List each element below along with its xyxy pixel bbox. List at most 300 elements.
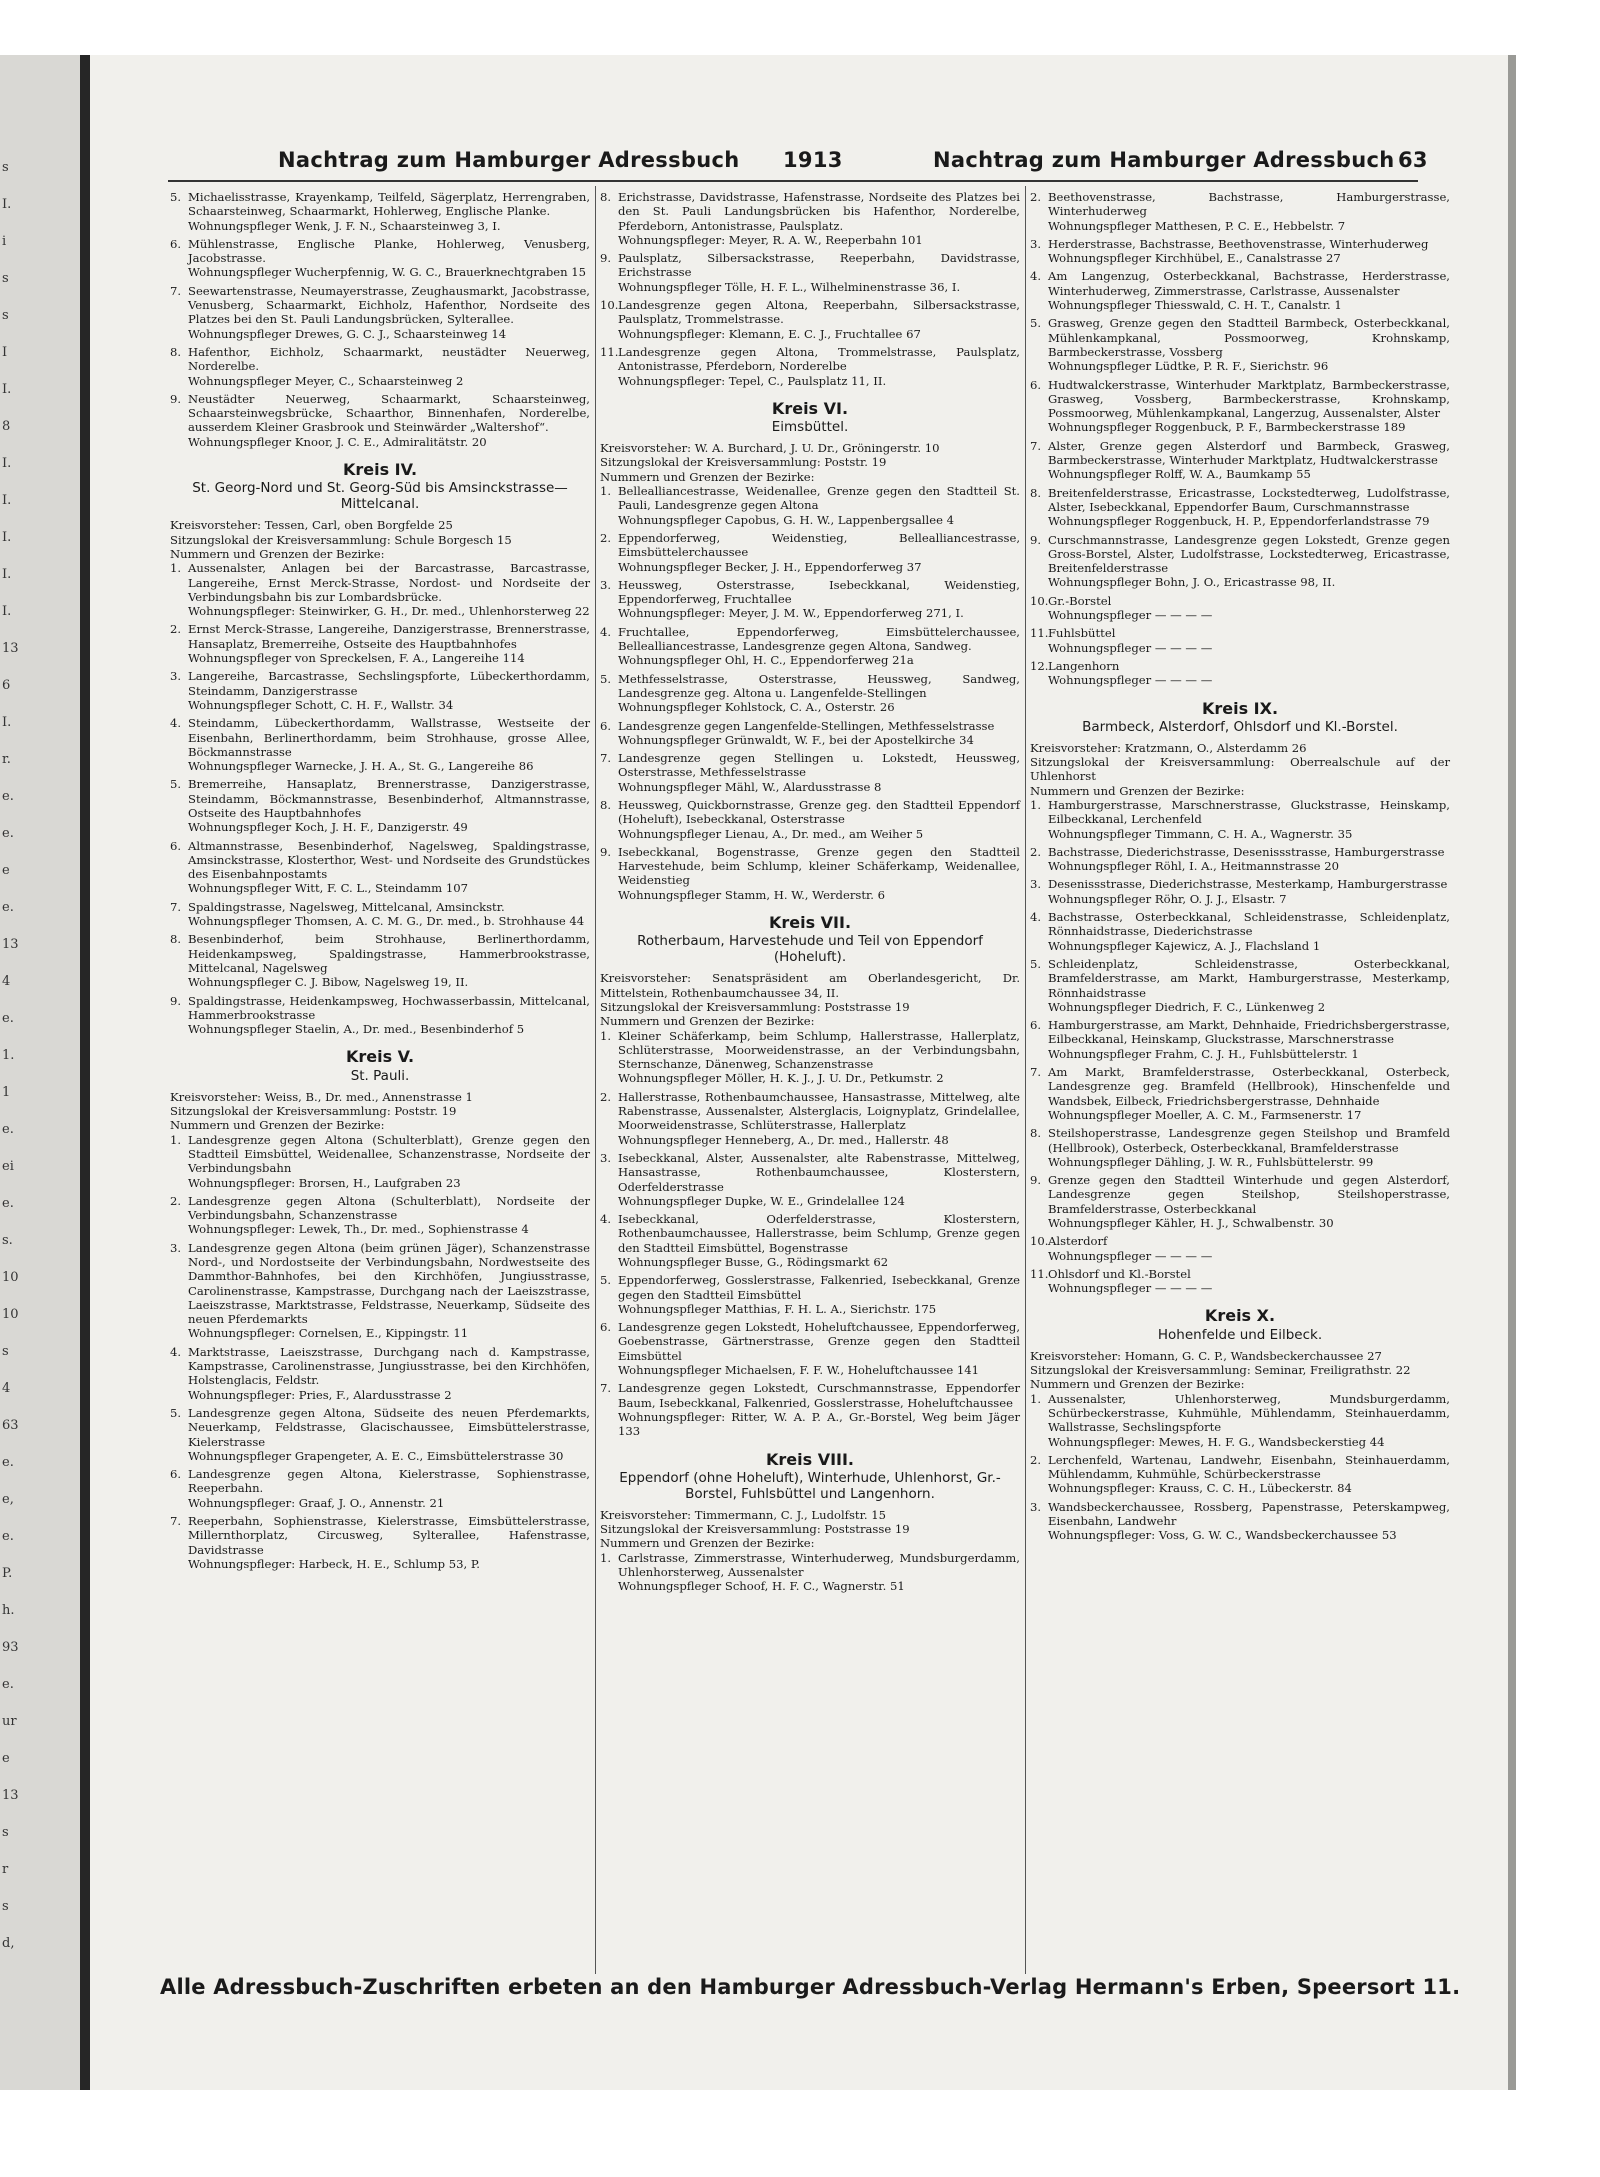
- district-entry: [1030, 378, 1450, 435]
- margin-fragment: s: [2, 1825, 9, 1840]
- housing-warden: Wohnungspfleger Becker, J. H., Eppendorferweg 37: [618, 559, 922, 574]
- district-entry: [600, 345, 1020, 388]
- district-streets: Landesgrenze gegen Altona, Trommelstrasse, Paulsplatz, Antonistrasse, Pferdeborn, Norderelbe: [618, 344, 1020, 374]
- margin-fragment: e.: [2, 1122, 14, 1137]
- district-streets: Isebeckkanal, Oderfelderstrasse, Klosterstern, Rothenbaumchaussee, Hallerstrasse, beim Schlump, Grenze gegen den Stadtteil Eimsbüttel, Bogenstrasse: [618, 1212, 1020, 1255]
- kreis-ix: [1030, 698, 1450, 1296]
- district-entry: [1030, 269, 1450, 312]
- district-number: 2.: [170, 622, 182, 637]
- district-entry: [1030, 798, 1450, 841]
- district-streets: Herderstrasse, Bachstrasse, Beethovenstrasse, Winterhuderweg: [1048, 236, 1429, 251]
- margin-fragment: I.: [2, 456, 12, 471]
- district-streets: Grenze gegen den Stadtteil Winterhude und gegen Alsterdorf, Landesgrenze gegen Steilshop, Steilshoperstrasse, Bramfelderstrasse, Osterbeckkanal: [1048, 1173, 1450, 1216]
- district-number: 11.: [1030, 626, 1049, 641]
- district-streets: Landesgrenze gegen Stellingen u. Lokstedt, Heussweg, Osterstrasse, Methfesselstrasse: [618, 751, 1020, 780]
- district-entry: [1030, 316, 1450, 373]
- margin-fragment: e.: [2, 1529, 14, 1544]
- margin-fragment: r.: [2, 752, 11, 767]
- margin-fragment: 13: [2, 641, 19, 656]
- district-number: 5.: [1030, 956, 1042, 971]
- margin-fragment: 4: [2, 974, 11, 989]
- housing-warden: Wohnungspfleger Henneberg, A., Dr. med., Hallerstr. 48: [618, 1132, 949, 1147]
- housing-warden: Wohnungspfleger Kähler, H. J., Schwalbenstr. 30: [1048, 1216, 1334, 1230]
- margin-fragment: I.: [2, 382, 12, 397]
- district-entry: [1030, 659, 1450, 688]
- kreis-area-name: St. Georg-Nord und St. Georg-Süd bis Amsinckstrasse—Mittelcanal.: [192, 480, 568, 513]
- district-streets: Gr.-Borstel: [1048, 593, 1112, 608]
- district-entry: [170, 1467, 590, 1510]
- housing-warden: Wohnungspfleger Wenk, J. F. N., Schaarsteinweg 3, I.: [188, 218, 501, 233]
- district-streets: Mühlenstrasse, Englische Planke, Hohlerweg, Venusberg, Jacobstrasse.: [188, 236, 590, 266]
- district-streets: Bachstrasse, Osterbeckkanal, Schleidenstrasse, Schleidenplatz, Rönnhaidstrasse, Diederichstrasse: [1048, 910, 1450, 939]
- district-streets: Hafenthor, Eichholz, Schaarmarkt, neustädter Neuerweg, Norderelbe.: [188, 344, 590, 374]
- kreis-districts-label: Nummern und Grenzen der Bezirke:: [170, 546, 385, 561]
- district-number: 5.: [600, 1273, 612, 1288]
- district-streets: Aussenalster, Anlagen bei der Barcastrasse, Barcastrasse, Langereihe, Ernst Merck-Strasse, Nordost- und Nordseite der Verbindungsbahn bis zur Lombardsbrücke.: [188, 561, 590, 604]
- district-number: 1.: [600, 1550, 612, 1565]
- district-streets: Eppendorferweg, Gosslerstrasse, Falkenried, Isebeckkanal, Grenze gegen den Stadtteil Eimsbüttel: [618, 1273, 1020, 1302]
- district-number: 6.: [1030, 377, 1042, 392]
- kreis-districts-label: Nummern und Grenzen der Bezirke:: [600, 469, 815, 484]
- margin-fragment: e.: [2, 1455, 14, 1470]
- district-streets: Langenhorn: [1048, 658, 1120, 673]
- col1-leading-list: [170, 190, 590, 449]
- district-entry: [170, 392, 590, 449]
- kreis-meeting-place: Sitzungslokal der Kreisversammlung: Seminar, Freiligrathstr. 22: [1030, 1363, 1411, 1378]
- housing-warden: Wohnungspfleger: Graaf, J. O., Annenstr. 21: [188, 1495, 445, 1510]
- housing-warden: Wohnungspfleger — — — —: [1048, 640, 1213, 655]
- district-number: 8.: [600, 190, 612, 204]
- district-entry: [1030, 877, 1450, 906]
- housing-warden: Wohnungspfleger Michaelsen, F. F. W., Hoheluftchaussee 141: [618, 1363, 980, 1378]
- district-streets: Spaldingstrasse, Nagelsweg, Mittelcanal, Amsinckstr.: [188, 899, 505, 914]
- housing-warden: Wohnungspfleger Drewes, G. C. J., Schaarsteinweg 14: [188, 326, 507, 341]
- kreis-chairman: Kreisvorsteher: Kratzmann, O., Alsterdamm 26: [1030, 740, 1307, 755]
- column-rule-1: [595, 186, 596, 1974]
- district-entry: [600, 531, 1020, 574]
- kreis-heading: Kreis VI.: [771, 398, 849, 418]
- district-number: 6.: [1030, 1018, 1042, 1033]
- district-entry: [170, 716, 590, 773]
- district-number: 6.: [600, 718, 612, 733]
- district-number: 9.: [170, 993, 182, 1008]
- kreis-area-name: Hohenfelde und Eilbeck.: [1157, 1326, 1323, 1343]
- kreis-chairman: Kreisvorsteher: Weiss, B., Dr. med., Annenstrasse 1: [170, 1089, 473, 1104]
- district-number: 2.: [1030, 190, 1042, 204]
- kreis-x: [1030, 1306, 1450, 1543]
- district-streets: Kleiner Schäferkamp, beim Schlump, Hallerstrasse, Hallerplatz, Schlüterstrasse, Moorweidenstrasse, an der Verbindungsbahn, Sternschanze, Dänenweg, Schanzenstrasse: [618, 1028, 1020, 1072]
- housing-warden: Wohnungspfleger: Pries, F., Alardusstrasse 2: [188, 1387, 452, 1402]
- district-streets: Desenissstrasse, Diederichstrasse, Mesterkamp, Hamburgerstrasse: [1048, 877, 1448, 892]
- district-number: 8.: [1030, 485, 1042, 500]
- housing-warden: Wohnungspfleger: Harbeck, H. E., Schlump 53, P.: [188, 1556, 480, 1571]
- district-streets: Langereihe, Barcastrasse, Sechslingspforte, Lübeckerthordamm, Steindamm, Danzigerstrasse: [188, 669, 590, 698]
- district-entry: [170, 839, 590, 896]
- district-number: 6.: [170, 236, 182, 251]
- col3-leading-list: [1030, 190, 1450, 688]
- district-streets: Landesgrenze gegen Altona, Südseite des neuen Pferdemarkts, Neuerkamp, Feldstrasse, Glacischaussee, Eimsbüttelerstrasse, Kielerstrasse: [188, 1405, 590, 1449]
- kreis-districts-label: Nummern und Grenzen der Bezirke:: [1030, 783, 1245, 798]
- district-streets: Marktstrasse, Laeiszstrasse, Durchgang nach d. Kampstrasse, Kampstrasse, Carolinenstrasse, Jungiusstrasse, bei den Kirchhöfen, Holstenglacis, Feldstr.: [188, 1344, 590, 1388]
- district-number: 1.: [170, 1132, 182, 1147]
- margin-fragment: e: [2, 1751, 10, 1766]
- district-number: 3.: [170, 669, 182, 684]
- housing-warden: Wohnungspfleger Grapengeter, A. E. C., Eimsbüttelerstrasse 30: [188, 1448, 564, 1463]
- district-entry: [600, 298, 1020, 341]
- district-streets: Isebeckkanal, Alster, Aussenalster, alte Rabenstrasse, Mittelweg, Hansastrasse, Rothenbaumchaussee, Klosterstern, Oderfelderstrasse: [618, 1150, 1020, 1194]
- district-streets: Landesgrenze gegen Altona, Kielerstrasse, Sophienstrasse, Reeperbahn.: [188, 1467, 590, 1496]
- district-streets: Fruchtallee, Eppendorferweg, Eimsbüttelerchaussee, Bellealliancestrasse, Landesgrenze gegen Altona, Sandweg.: [618, 624, 1020, 654]
- district-number: 2.: [600, 1089, 612, 1104]
- district-number: 4.: [1030, 269, 1042, 284]
- page-header: [278, 148, 1428, 178]
- housing-warden: Wohnungspfleger: Meyer, R. A. W., Reeperbahn 101: [618, 232, 923, 247]
- district-streets: Alsterdorf: [1048, 1234, 1108, 1249]
- district-number: 8.: [1030, 1126, 1042, 1141]
- margin-fragment: h.: [2, 1603, 15, 1618]
- district-streets: Heussweg, Quickbornstrasse, Grenze geg. den Stadtteil Eppendorf (Hoheluft), Isebeckkanal, Osterstrasse: [618, 797, 1020, 827]
- margin-fragment: 8: [2, 419, 11, 434]
- district-number: 5.: [600, 671, 612, 686]
- district-streets: Altmannstrasse, Besenbinderhof, Nagelsweg, Spaldingstrasse, Amsinckstrasse, Klosterthor, West- und Nordseite des Grundstückes des Eisenbahnpostamts: [188, 838, 590, 882]
- district-streets: Isebeckkanal, Bogenstrasse, Grenze gegen den Stadtteil Harvestehude, beim Schlump, kleiner Schäferkamp, Weidenallee, Weidenstieg: [618, 844, 1020, 888]
- housing-warden: Wohnungspfleger Timmann, C. H. A., Wagnerstr. 35: [1048, 826, 1353, 841]
- housing-warden: Wohnungspfleger — — — —: [1048, 673, 1213, 688]
- book-gutter: [80, 55, 90, 2090]
- district-streets: Hudtwalckerstrasse, Winterhuder Marktplatz, Barmbeckerstrasse, Grasweg, Vossberg, Barmbeckerstrasse, Krohnskamp, Possmoorweg, Mühlenkampkanal, Langerzug, Aussenalster, Alster: [1048, 377, 1450, 421]
- kreis-chairman: Kreisvorsteher: W. A. Burchard, J. U. Dr., Gröningerstr. 10: [600, 441, 940, 456]
- district-entry: [600, 1151, 1020, 1208]
- district-streets: Curschmannstrasse, Landesgrenze gegen Lokstedt, Grenze gegen Gross-Borstel, Alster, Ludolfstrasse, Lockstedterweg, Ericastrasse, Breitenfelderstrasse: [1048, 532, 1450, 576]
- margin-fragment: 10: [2, 1270, 19, 1285]
- district-streets: Landesgrenze gegen Altona (beim grünen Jäger), Schanzenstrasse Nord-, und Nordostseite der Verbindungsbahn, Nordwestseite des Dammthor-Bahnhofes, bei den Kirchhöfen, Jungiusstrasse, Carolinenstrasse, Kampstrasse, Durchgang nach der Laeiszstrasse, Laeiszstrasse, Marktstrasse, Feldstrasse, Neuerkamp, Südseite des neuen Pferdemarkts: [188, 1240, 590, 1327]
- page-number: 63: [1398, 148, 1428, 172]
- kreis-districts-label: Nummern und Grenzen der Bezirke:: [600, 1014, 815, 1029]
- page-footer-notice: Alle Adressbuch-Zuschriften erbeten an den Hamburger Adressbuch-Verlag Hermann's Erben, Speersort 11.: [160, 1975, 1461, 1999]
- margin-fragment: r: [2, 1862, 9, 1877]
- kreis-area-name: St. Pauli.: [350, 1067, 410, 1084]
- col2-leading-list: [600, 190, 1020, 388]
- kreis-chairman: Kreisvorsteher: Homann, G. C. P., Wandsbeckerchaussee 27: [1030, 1348, 1382, 1363]
- district-streets: Seewartenstrasse, Neumayerstrasse, Zeughausmarkt, Jacobstrasse, Venusberg, Schaarmarkt, Eichholz, Hafenthor, Nordseite des Platzes bei den St. Pauli Landungsbrücken, Sylterallee.: [188, 283, 590, 327]
- header-year: 1913: [783, 148, 843, 172]
- district-entry: [1030, 1173, 1450, 1230]
- housing-warden: Wohnungspfleger — — — —: [1048, 608, 1213, 623]
- district-streets: Erichstrasse, Davidstrasse, Hafenstrasse, Nordseite des Platzes bei den St. Pauli Landungsbrücken bis Hafenthor, Norderelbe, Pferdeborn, Antonistrasse, Paulsplatz.: [618, 190, 1020, 233]
- margin-fragment: I.: [2, 493, 12, 508]
- margin-fragment: I.: [2, 197, 12, 212]
- kreis-districts-label: Nummern und Grenzen der Bezirke:: [600, 1536, 815, 1551]
- margin-fragment: I.: [2, 715, 12, 730]
- district-number: 5.: [170, 190, 182, 204]
- margin-fragment: I.: [2, 604, 12, 619]
- district-entry: [1030, 190, 1450, 233]
- district-number: 3.: [600, 1150, 612, 1165]
- district-number: 6.: [170, 838, 182, 853]
- district-streets: Heussweg, Osterstrasse, Isebeckkanal, Weidenstieg, Eppendorferweg, Fruchtallee: [618, 577, 1020, 607]
- district-entry: [1030, 439, 1450, 482]
- margin-fragment: P.: [2, 1566, 13, 1581]
- district-entry: [600, 578, 1020, 621]
- district-entry: [600, 190, 1020, 247]
- margin-fragment: d,: [2, 1936, 15, 1951]
- district-number: 11.: [600, 344, 619, 359]
- district-streets: Steilshoperstrasse, Landesgrenze gegen Steilshop und Bramfeld (Hellbrook), Osterbeck, Osterbeckkanal, Bramfelderstrasse: [1048, 1126, 1450, 1155]
- housing-warden: Wohnungspfleger — — — —: [1048, 1281, 1213, 1296]
- district-streets: Bellealliancestrasse, Weidenallee, Grenze gegen den Stadtteil St. Pauli, Landesgrenze gegen Altona: [618, 484, 1020, 513]
- housing-warden: Wohnungspfleger Stamm, H. W., Werderstr. 6: [618, 887, 885, 902]
- margin-fragment: I.: [2, 567, 12, 582]
- header-right-title: Nachtrag zum Hamburger Adressbuch: [933, 148, 1395, 172]
- margin-fragment: I: [2, 345, 8, 360]
- margin-fragment: s: [2, 1899, 9, 1914]
- district-streets: Reeperbahn, Sophienstrasse, Kielerstrasse, Eimsbüttelerstrasse, Millernthorplatz, Circusweg, Sylterallee, Hafenstrasse, Davidstrasse: [188, 1514, 590, 1557]
- kreis-districts-label: Nummern und Grenzen der Bezirke:: [170, 1118, 385, 1133]
- housing-warden: Wohnungspfleger: Ritter, W. A. P. A., Gr.-Borstel, Weg beim Jäger 133: [618, 1409, 1020, 1439]
- housing-warden: Wohnungspfleger Tölle, H. F. L., Wilhelminenstrasse 36, I.: [618, 279, 961, 294]
- district-entry: [170, 622, 590, 665]
- district-entry: [600, 1273, 1020, 1316]
- column-1: [170, 190, 590, 1575]
- housing-warden: Wohnungspfleger: Krauss, C. C. H., Lübeckerstr. 84: [1048, 1481, 1352, 1496]
- district-streets: Lerchenfeld, Wartenau, Landwehr, Eisenbahn, Steinhauerdamm, Mühlendamm, Kuhmühle, Schürbeckerstrasse: [1048, 1452, 1450, 1482]
- kreis-v: [170, 1047, 590, 1571]
- district-number: 7.: [170, 283, 182, 298]
- housing-warden: Wohnungspfleger Lienau, A., Dr. med., am Weiher 5: [618, 826, 924, 841]
- district-number: 9.: [1030, 532, 1042, 547]
- housing-warden: Wohnungspfleger Capobus, G. H. W., Lappenbergsallee 4: [618, 512, 955, 527]
- margin-fragment: I.: [2, 530, 12, 545]
- district-streets: Hamburgerstrasse, Marschnerstrasse, Gluckstrasse, Heinskamp, Eilbeckkanal, Lerchenfeld: [1048, 797, 1450, 827]
- housing-warden: Wohnungspfleger Rolff, W. A., Baumkamp 55: [1048, 467, 1311, 482]
- district-entry: [600, 1381, 1020, 1438]
- district-entry: [600, 1320, 1020, 1377]
- district-entry: [1030, 486, 1450, 529]
- district-streets: Bremerreihe, Hansaplatz, Brennerstrasse, Danzigerstrasse, Steindamm, Böckmannstrasse, Besenbinderhof, Altmannstrasse, Ostseite des Hauptbahnhofes: [188, 777, 590, 820]
- kreis-meeting-place: Sitzungslokal der Kreisversammlung: Poststr. 19: [170, 1104, 457, 1119]
- district-number: 5.: [170, 777, 182, 792]
- district-entry: [600, 1029, 1020, 1086]
- district-number: 5.: [1030, 316, 1042, 331]
- district-entry: [170, 1406, 590, 1463]
- margin-fragment: i: [2, 234, 7, 249]
- district-number: 1.: [170, 561, 182, 576]
- housing-warden: Wohnungspfleger Roggenbuck, H. P., Eppendorferlandstrasse 79: [1048, 514, 1430, 529]
- margin-fragment: e.: [2, 826, 14, 841]
- district-streets: Methfesselstrasse, Osterstrasse, Heussweg, Sandweg, Landesgrenze geg. Altona u. Langenfelde-Stellingen: [618, 671, 1020, 700]
- district-streets: Besenbinderhof, beim Strohhause, Berlinerthordamm, Heidenkampsweg, Spaldingstrasse, Hammerbrookstrasse, Mittelcanal, Nagelsweg: [188, 932, 590, 975]
- district-entry: [600, 719, 1020, 748]
- district-entry: [1030, 1126, 1450, 1169]
- housing-warden: Wohnungspfleger: Lewek, Th., Dr. med., Sophienstrasse 4: [188, 1222, 529, 1237]
- housing-warden: Wohnungspfleger: Mewes, H. F. G., Wandsbeckerstieg 44: [1048, 1434, 1385, 1449]
- kreis-heading: Kreis V.: [345, 1047, 415, 1067]
- district-number: 7.: [1030, 438, 1042, 453]
- district-entry: [170, 669, 590, 712]
- housing-warden: Wohnungspfleger C. J. Bibow, Nagelsweg 19, II.: [188, 975, 469, 990]
- margin-fragment: e.: [2, 1196, 14, 1211]
- kreis-meeting-place: Sitzungslokal der Kreisversammlung: Poststr. 19: [600, 455, 887, 470]
- district-streets: Beethovenstrasse, Bachstrasse, Hamburgerstrasse, Winterhuderweg: [1048, 190, 1450, 219]
- district-number: 4.: [600, 1212, 612, 1227]
- housing-warden: Wohnungspfleger Knoor, J. C. E., Admiralitätstr. 20: [188, 434, 487, 449]
- district-streets: Bachstrasse, Diederichstrasse, Desenissstrasse, Hamburgerstrasse: [1048, 844, 1445, 859]
- district-entry: [170, 345, 590, 388]
- kreis-iv: [170, 460, 590, 1037]
- kreis-heading: Kreis IX.: [1201, 698, 1279, 718]
- district-entry: [600, 845, 1020, 902]
- housing-warden: Wohnungspfleger Mähl, W., Alardusstrasse 8: [618, 779, 882, 794]
- kreis-districts-label: Nummern und Grenzen der Bezirke:: [1030, 1377, 1245, 1392]
- housing-warden: Wohnungspfleger Röhr, O. J. J., Elsastr. 7: [1048, 891, 1287, 906]
- district-entry: [1030, 910, 1450, 953]
- margin-fragment: e.: [2, 900, 14, 915]
- kreis-heading: Kreis IV.: [342, 460, 418, 480]
- district-number: 2.: [1030, 844, 1042, 859]
- kreis-heading: Kreis VIII.: [765, 1449, 855, 1469]
- district-number: 9.: [1030, 1173, 1042, 1188]
- housing-warden: Wohnungspfleger Kohlstock, C. A., Osterstr. 26: [618, 700, 895, 715]
- margin-fragment: 1.: [2, 1048, 15, 1063]
- kreis-area-name: Eppendorf (ohne Hoheluft), Winterhude, Uhlenhorst, Gr.-Borstel, Fuhlsbüttel und Langenhorn.: [619, 1469, 1001, 1502]
- housing-warden: Wohnungspfleger Meyer, C., Schaarsteinweg 2: [188, 373, 464, 388]
- housing-warden: Wohnungspfleger Grünwaldt, W. F., bei der Apostelkirche 34: [618, 732, 974, 747]
- district-streets: Landesgrenze gegen Altona, Reeperbahn, Silbersackstrasse, Paulsplatz, Trommelstrasse.: [618, 298, 1020, 327]
- district-number: 9.: [170, 391, 182, 406]
- district-number: 7.: [170, 1514, 182, 1529]
- kreis-area-name: Barmbeck, Alsterdorf, Ohlsdorf und Kl.-Borstel.: [1082, 718, 1398, 735]
- margin-fragment: 4: [2, 1381, 11, 1396]
- district-entry: [1030, 957, 1450, 1014]
- district-number: 6.: [170, 1467, 182, 1482]
- district-number: 1.: [600, 1028, 612, 1043]
- district-streets: Landesgrenze gegen Lokstedt, Hoheluftchaussee, Eppendorferweg, Goebenstrasse, Gärtnerstrasse, Grenze gegen den Stadtteil Eimsbüttel: [618, 1320, 1020, 1363]
- district-streets: Breitenfelderstrasse, Ericastrasse, Lockstedterweg, Ludolfstrasse, Alster, Isebeckkanal, Eppendorfer Baum, Curschmannstrasse: [1048, 485, 1450, 514]
- housing-warden: Wohnungspfleger Frahm, C. J. H., Fuhlsbüttelerstr. 1: [1048, 1046, 1359, 1061]
- margin-fragment: s.: [2, 1233, 13, 1248]
- district-number: 8.: [170, 932, 182, 947]
- district-streets: Ohlsdorf und Kl.-Borstel: [1048, 1266, 1191, 1281]
- housing-warden: Wohnungspfleger Kirchhübel, E., Canalstrasse 27: [1048, 251, 1341, 266]
- district-entry: [1030, 1018, 1450, 1061]
- district-number: 1.: [1030, 797, 1042, 812]
- kreis-meeting-place: Sitzungslokal der Kreisversammlung: Oberrealschule auf der Uhlenhorst: [1030, 755, 1450, 784]
- district-streets: Schleidenplatz, Schleidenstrasse, Osterbeckkanal, Bramfelderstrasse, am Markt, Hamburgerstrasse, Mesterkamp, Rönnhaidstrasse: [1048, 956, 1450, 1000]
- district-streets: Am Markt, Bramfelderstrasse, Osterbeckkanal, Osterbeck, Landesgrenze geg. Bramfeld (Hellbrook), Hinschenfelde und Wandsbek, Eilbeck, Friedrichsbergerstrasse, Dehnhaide: [1048, 1065, 1450, 1108]
- margin-fragment: s: [2, 1344, 9, 1359]
- district-number: 4.: [170, 1344, 182, 1359]
- district-number: 12.: [1030, 658, 1049, 673]
- district-entry: [170, 932, 590, 989]
- district-streets: Michaelisstrasse, Krayenkamp, Teilfeld, Sägerplatz, Herrengraben, Schaarsteinweg, Schaarmarkt, Hohlerweg, Englische Planke.: [188, 190, 590, 219]
- housing-warden: Wohnungspfleger: Steinwirker, G. H., Dr. med., Uhlenhorsterweg 22: [188, 604, 590, 619]
- housing-warden: Wohnungspfleger Bohn, J. O., Ericastrasse 98, II.: [1048, 575, 1336, 590]
- district-entry: [170, 1514, 590, 1571]
- district-streets: Landesgrenze gegen Altona (Schulterblatt), Nordseite der Verbindungsbahn, Schanzenstrasse: [188, 1193, 590, 1223]
- column-rule-2: [1025, 186, 1026, 1974]
- district-number: 4.: [170, 716, 182, 731]
- margin-fragment: ur: [2, 1714, 17, 1729]
- district-streets: Landesgrenze gegen Langenfelde-Stellingen, Methfesselstrasse: [618, 718, 995, 733]
- district-streets: Wandsbeckerchaussee, Rossberg, Papenstrasse, Peterskampweg, Eisenbahn, Landwehr: [1048, 1499, 1450, 1529]
- district-number: 3.: [1030, 1499, 1042, 1514]
- district-streets: Steindamm, Lübeckerthordamm, Wallstrasse, Westseite der Eisenbahn, Berlinerthordamm, beim Strohhause, grosse Allee, Böckmannstrasse: [188, 716, 590, 759]
- district-number: 2.: [600, 530, 612, 545]
- housing-warden: Wohnungspfleger Röhl, I. A., Heitmannstrasse 20: [1048, 859, 1339, 874]
- district-number: 7.: [170, 899, 182, 914]
- previous-page-edge: [0, 55, 80, 2090]
- district-entry: [600, 251, 1020, 294]
- district-entry: [170, 190, 590, 233]
- housing-warden: Wohnungspfleger Schoof, H. F. C., Wagnerstr. 51: [618, 1579, 905, 1594]
- margin-fragment: 63: [2, 1418, 19, 1433]
- district-entry: [170, 561, 590, 618]
- kreis-heading: Kreis X.: [1204, 1306, 1276, 1326]
- district-entry: [600, 484, 1020, 527]
- district-entry: [170, 1133, 590, 1190]
- housing-warden: Wohnungspfleger Witt, F. C. L., Steindamm 107: [188, 881, 468, 896]
- district-number: 3.: [1030, 877, 1042, 892]
- district-entry: [170, 284, 590, 341]
- kreis-chairman: Kreisvorsteher: Timmermann, C. J., Ludolfstr. 15: [600, 1507, 886, 1522]
- margin-fragment: e,: [2, 1492, 14, 1507]
- district-streets: Spaldingstrasse, Heidenkampsweg, Hochwasserbassin, Mittelcanal, Hammerbrookstrasse: [188, 993, 590, 1022]
- margin-fragment: ei: [2, 1159, 14, 1174]
- district-streets: Am Langenzug, Osterbeckkanal, Bachstrasse, Herderstrasse, Winterhuderweg, Zimmerstrasse, Carlstrasse, Aussenalster: [1048, 269, 1450, 298]
- page-edge-right: [1508, 55, 1516, 2090]
- district-number: 11.: [1030, 1266, 1049, 1281]
- district-streets: Alster, Grenze gegen Alsterdorf und Barmbeck, Grasweg, Barmbeckerstrasse, Winterhuder Marktplatz, Hudtwalckerstrasse: [1048, 438, 1450, 468]
- district-number: 1.: [1030, 1391, 1042, 1406]
- district-number: 3.: [170, 1240, 182, 1255]
- margin-fragment: 13: [2, 937, 19, 952]
- kreis-area-name: Rotherbaum, Harvestehude und Teil von Eppendorf (Hoheluft).: [637, 933, 983, 966]
- district-number: 8.: [600, 797, 612, 812]
- housing-warden: Wohnungspfleger Dupke, W. E., Grindelallee 124: [618, 1193, 905, 1208]
- housing-warden: Wohnungspfleger Thiesswald, C. H. T., Canalstr. 1: [1048, 298, 1342, 313]
- district-entry: [1030, 1453, 1450, 1496]
- district-entry: [600, 672, 1020, 715]
- district-streets: Landesgrenze gegen Altona (Schulterblatt), Grenze gegen den Stadtteil Eimsbüttel, Weidenallee, Schanzenstrasse, Nordseite der Verbindungsbahn: [188, 1132, 590, 1176]
- district-entry: [170, 994, 590, 1037]
- margin-fragment: 6: [2, 678, 11, 693]
- district-number: 2.: [1030, 1452, 1042, 1467]
- margin-fragment: e.: [2, 1011, 14, 1026]
- margin-fragment: 1: [2, 1085, 11, 1100]
- kreis-heading: Kreis VII.: [768, 913, 852, 933]
- housing-warden: Wohnungspfleger: Cornelsen, E., Kippingstr. 11: [188, 1326, 469, 1341]
- housing-warden: Wohnungspfleger Staelin, A., Dr. med., Besenbinderhof 5: [188, 1022, 525, 1037]
- district-streets: Carlstrasse, Zimmerstrasse, Winterhuderweg, Mundsburgerdamm, Uhlenhorsterweg, Aussenalster: [618, 1550, 1020, 1580]
- kreis-viii: [600, 1449, 1020, 1594]
- district-number: 7.: [600, 1381, 612, 1396]
- housing-warden: Wohnungspfleger Moeller, A. C. M., Farmsenerstr. 17: [1048, 1107, 1362, 1122]
- district-streets: Hallerstrasse, Rothenbaumchaussee, Hansastrasse, Mittelweg, alte Rabenstrasse, Aussenalster, Alsterglacis, Loignyplatz, Grindelallee, Moorweidenstrasse, Schlüterstrasse, Hallerplatz: [618, 1089, 1020, 1133]
- housing-warden: Wohnungspfleger Warnecke, J. H. A., St. G., Langereihe 86: [188, 759, 534, 774]
- margin-fragment: s: [2, 160, 9, 175]
- kreis-vii: [600, 913, 1020, 1439]
- margin-fragment: s: [2, 271, 9, 286]
- district-entry: [600, 1212, 1020, 1269]
- district-number: 9.: [600, 251, 612, 266]
- district-number: 10.: [600, 298, 619, 313]
- housing-warden: Wohnungspfleger — — — —: [1048, 1248, 1213, 1263]
- margin-fragment: s: [2, 308, 9, 323]
- district-number: 7.: [600, 751, 612, 766]
- kreis-chairman: Kreisvorsteher: Tessen, Carl, oben Borgfelde 25: [170, 518, 453, 533]
- district-number: 2.: [170, 1193, 182, 1208]
- district-entry: [1030, 845, 1450, 874]
